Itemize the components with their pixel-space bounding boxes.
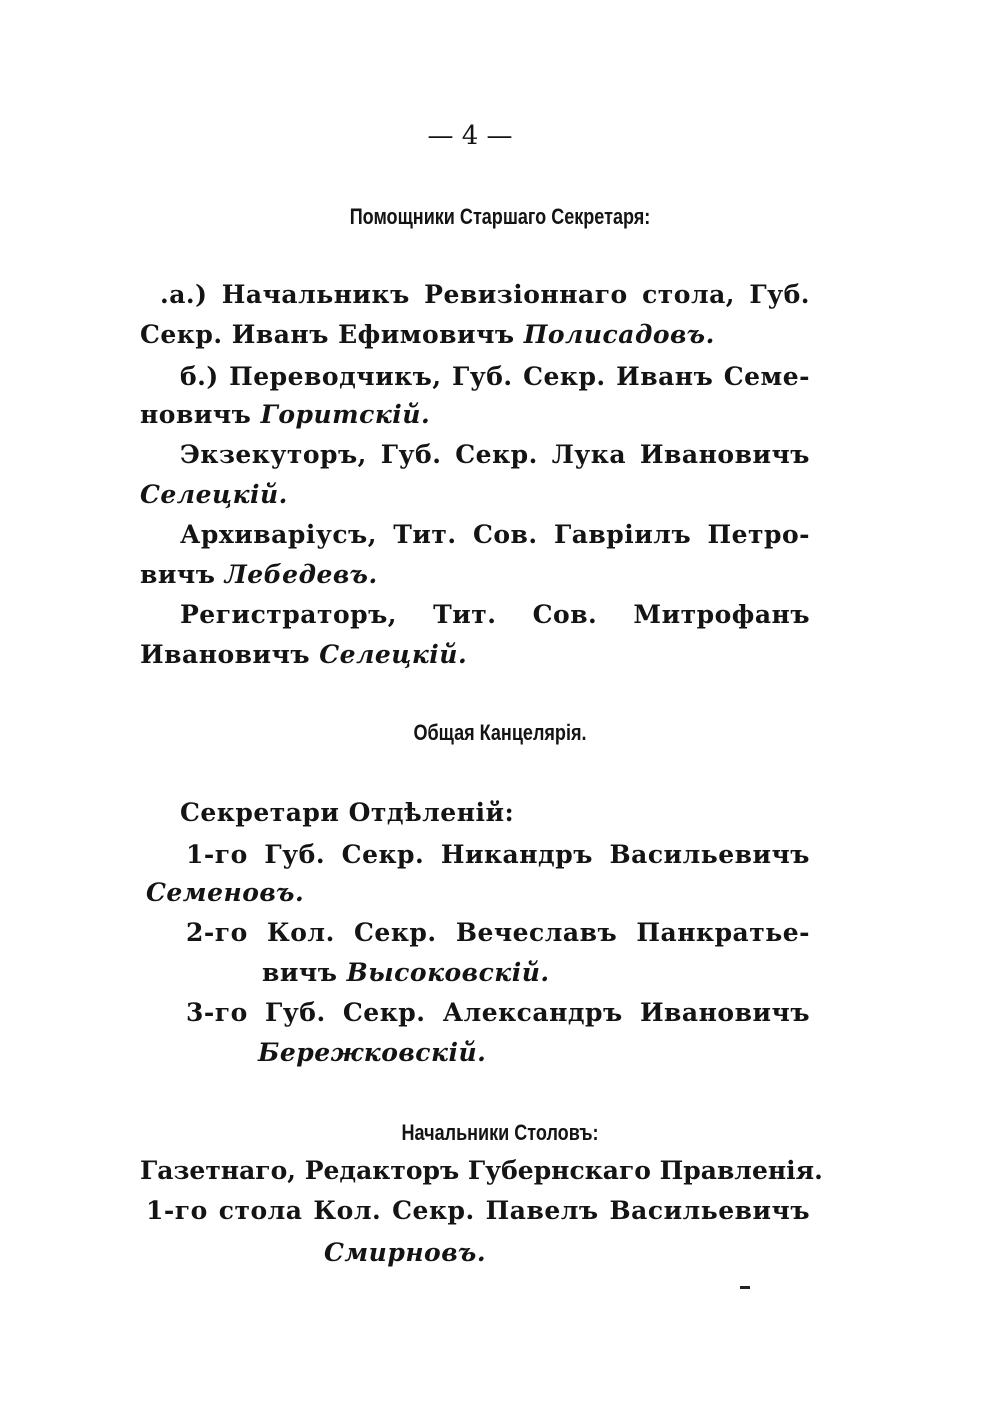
text-line: 1-го стола Кол. Секр. Павелъ Васильевичъ (146, 1196, 810, 1225)
surname: Горитскій. (260, 400, 431, 429)
text-line (140, 560, 378, 590)
text-run: Секр. Иванъ Ефимовичъ (140, 320, 515, 349)
text-run: Ивановичъ (140, 640, 311, 669)
surname: Бережковскій. (258, 1038, 487, 1067)
section-heading-chancery: Общая Канцелярія. (413, 720, 587, 745)
text-line (140, 400, 430, 430)
surname: Смирновъ. (324, 1238, 487, 1267)
text-line: б.) Переводчикъ, Губ. Секр. Иванъ Семе- (180, 362, 810, 391)
text-line (140, 480, 288, 510)
text-line (146, 878, 304, 908)
text-line (140, 640, 467, 670)
text-line: .а.) Начальникъ Ревизіоннаго стола, Губ. (160, 280, 810, 309)
text-line: 2-го Кол. Секр. Вечеславъ Панкратье- (186, 918, 810, 947)
text-run: вичъ (140, 560, 216, 589)
text-line (258, 1038, 486, 1068)
surname: Полисадовъ. (523, 320, 715, 349)
text-run: новичъ (140, 400, 252, 429)
text-run: вичъ (262, 958, 338, 987)
text-line: Архиваріусъ, Тит. Сов. Гавріилъ Петро- (180, 520, 810, 549)
ink-mark (740, 1286, 750, 1289)
text-line (324, 1238, 486, 1268)
text-line: 3-го Губ. Секр. Александръ Ивановичъ (186, 998, 810, 1027)
text-line (140, 320, 715, 350)
text-line: Экзекуторъ, Губ. Секр. Лука Ивановичъ (180, 440, 810, 469)
text-line: Газетнаго, Редакторъ Губернскаго Правленія. (140, 1156, 823, 1185)
text-line: 1-го Губ. Секр. Никандръ Васильевичъ (186, 840, 810, 869)
text-line (262, 958, 550, 988)
section-heading-assistants: Помощники Старшаго Секретаря: (349, 204, 651, 229)
surname: Селецкій. (140, 480, 288, 509)
section-heading-table-heads: Начальники Столовъ: (401, 1120, 599, 1145)
surname: Высоковскій. (346, 958, 550, 987)
page-number: — 4 — (427, 121, 513, 151)
text-line: Секретари Отдѣленій: (180, 798, 515, 827)
surname: Селецкій. (319, 640, 468, 669)
text-line: Регистраторъ, Тит. Сов. Митрофанъ (180, 600, 810, 629)
surname: Лебедевъ. (224, 560, 378, 589)
surname: Семеновъ. (146, 878, 305, 907)
